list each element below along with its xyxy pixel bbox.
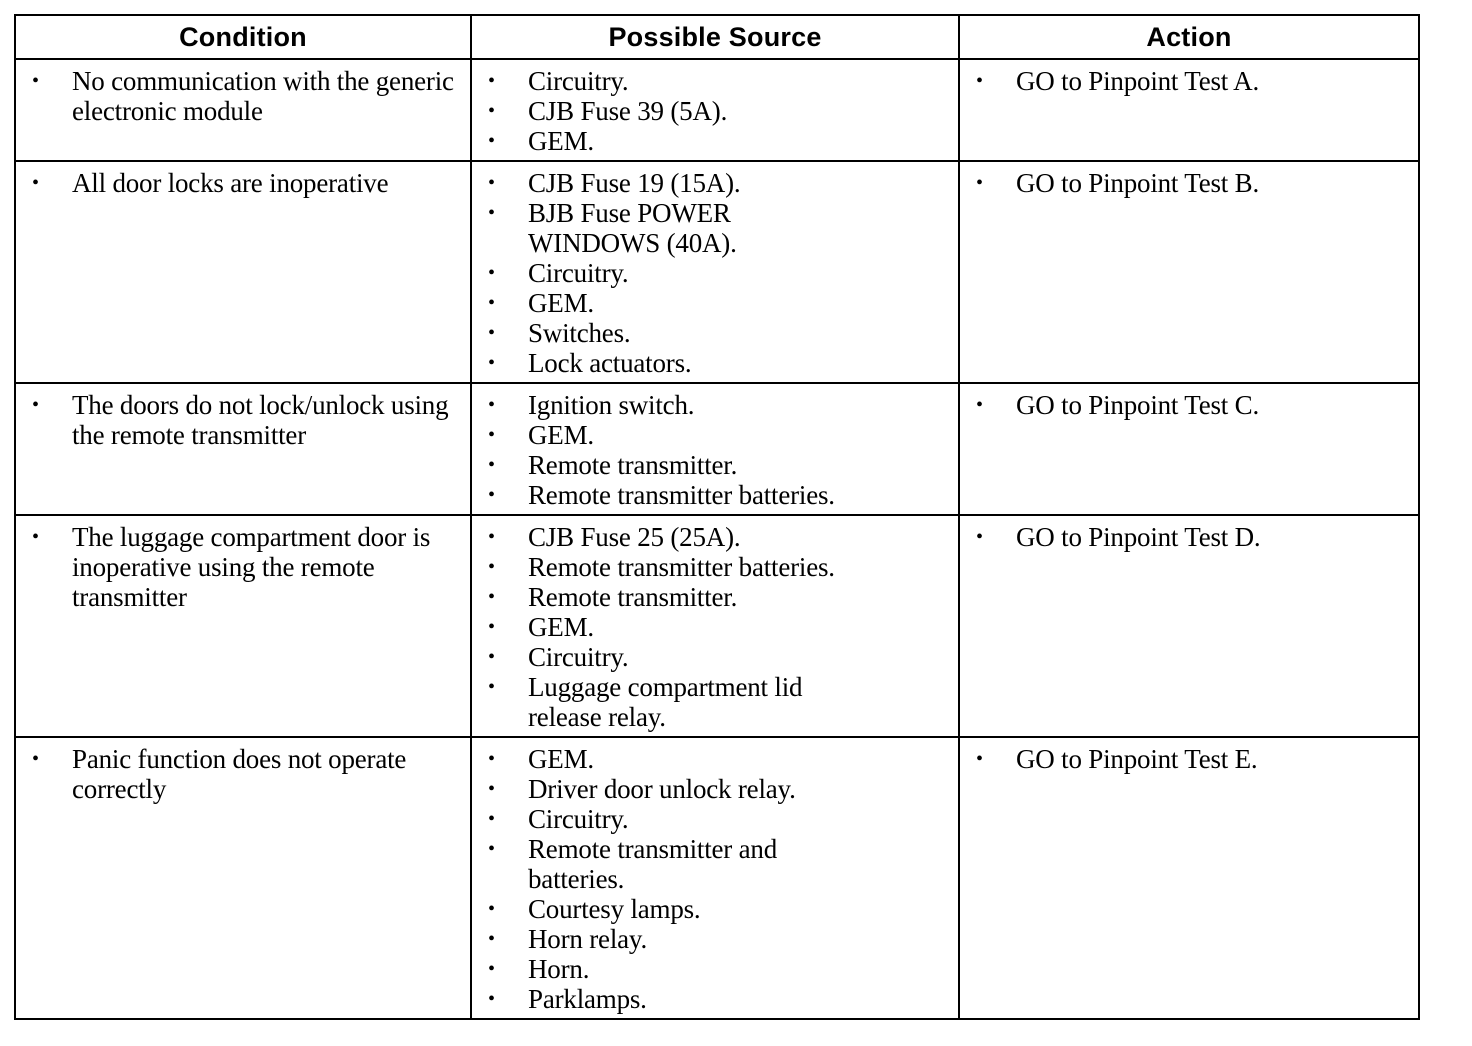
source-item: • Remote transmitter batteries. — [472, 552, 948, 582]
header-condition: Condition — [15, 15, 471, 59]
source-cell — [471, 383, 959, 515]
source-item: • Horn. — [472, 954, 948, 984]
source-item: • Remote transmitter. — [472, 582, 948, 612]
source-item: • Luggage compartment lid release relay. — [472, 672, 948, 732]
condition-cell — [15, 161, 471, 383]
source-item: • Lock actuators. — [472, 348, 948, 378]
action-cell — [959, 161, 1419, 383]
source-item: • GEM. — [472, 612, 948, 642]
source-item: • Switches. — [472, 318, 948, 348]
condition-text: • Panic function does not operate correctly — [16, 744, 460, 804]
action-text: • GO to Pinpoint Test C. — [960, 390, 1408, 420]
source-item: • GEM. — [472, 420, 948, 450]
header-possible-source: Possible Source — [471, 15, 959, 59]
source-cell — [471, 737, 959, 1019]
source-item: • CJB Fuse 39 (5A). — [472, 96, 948, 126]
source-item: • GEM. — [472, 744, 948, 774]
action-text: • GO to Pinpoint Test D. — [960, 522, 1408, 552]
source-item: • Driver door unlock relay. — [472, 774, 948, 804]
table-row — [15, 737, 1419, 1019]
source-item: • Remote transmitter. — [472, 450, 948, 480]
source-item: • Ignition switch. — [472, 390, 948, 420]
source-item: • Courtesy lamps. — [472, 894, 948, 924]
condition-text: • The doors do not lock/unlock using the remote transmitter — [16, 390, 460, 450]
source-item: • Circuitry. — [472, 258, 948, 288]
source-item: • Remote transmitter batteries. — [472, 480, 948, 510]
header-row — [15, 15, 1419, 59]
action-text: • GO to Pinpoint Test B. — [960, 168, 1408, 198]
source-item: • Circuitry. — [472, 804, 948, 834]
action-cell — [959, 515, 1419, 737]
source-item: • Parklamps. — [472, 984, 948, 1014]
condition-cell — [15, 737, 471, 1019]
action-cell — [959, 737, 1419, 1019]
table-row — [15, 515, 1419, 737]
condition-text: • The luggage compartment door is inoperative using the remote transmitter — [16, 522, 460, 612]
action-cell — [959, 59, 1419, 161]
source-cell — [471, 161, 959, 383]
condition-text: • All door locks are inoperative — [16, 168, 460, 198]
source-cell — [471, 515, 959, 737]
action-cell — [959, 383, 1419, 515]
table-row — [15, 59, 1419, 161]
condition-cell — [15, 59, 471, 161]
source-item: • Circuitry. — [472, 66, 948, 96]
header-action: Action — [959, 15, 1419, 59]
source-item: • Remote transmitter and batteries. — [472, 834, 948, 894]
source-item: • CJB Fuse 19 (15A). — [472, 168, 948, 198]
source-item: • Circuitry. — [472, 642, 948, 672]
source-cell — [471, 59, 959, 161]
table-row — [15, 161, 1419, 383]
table-row — [15, 383, 1419, 515]
action-text: • GO to Pinpoint Test A. — [960, 66, 1408, 96]
condition-cell — [15, 515, 471, 737]
source-item: • Horn relay. — [472, 924, 948, 954]
condition-cell — [15, 383, 471, 515]
diagnosis-table — [14, 14, 1420, 1020]
source-item: • CJB Fuse 25 (25A). — [472, 522, 948, 552]
condition-text: • No communication with the generic electronic module — [16, 66, 460, 126]
source-item: • BJB Fuse POWER WINDOWS (40A). — [472, 198, 948, 258]
action-text: • GO to Pinpoint Test E. — [960, 744, 1408, 774]
source-item: • GEM. — [472, 126, 948, 156]
source-item: • GEM. — [472, 288, 948, 318]
